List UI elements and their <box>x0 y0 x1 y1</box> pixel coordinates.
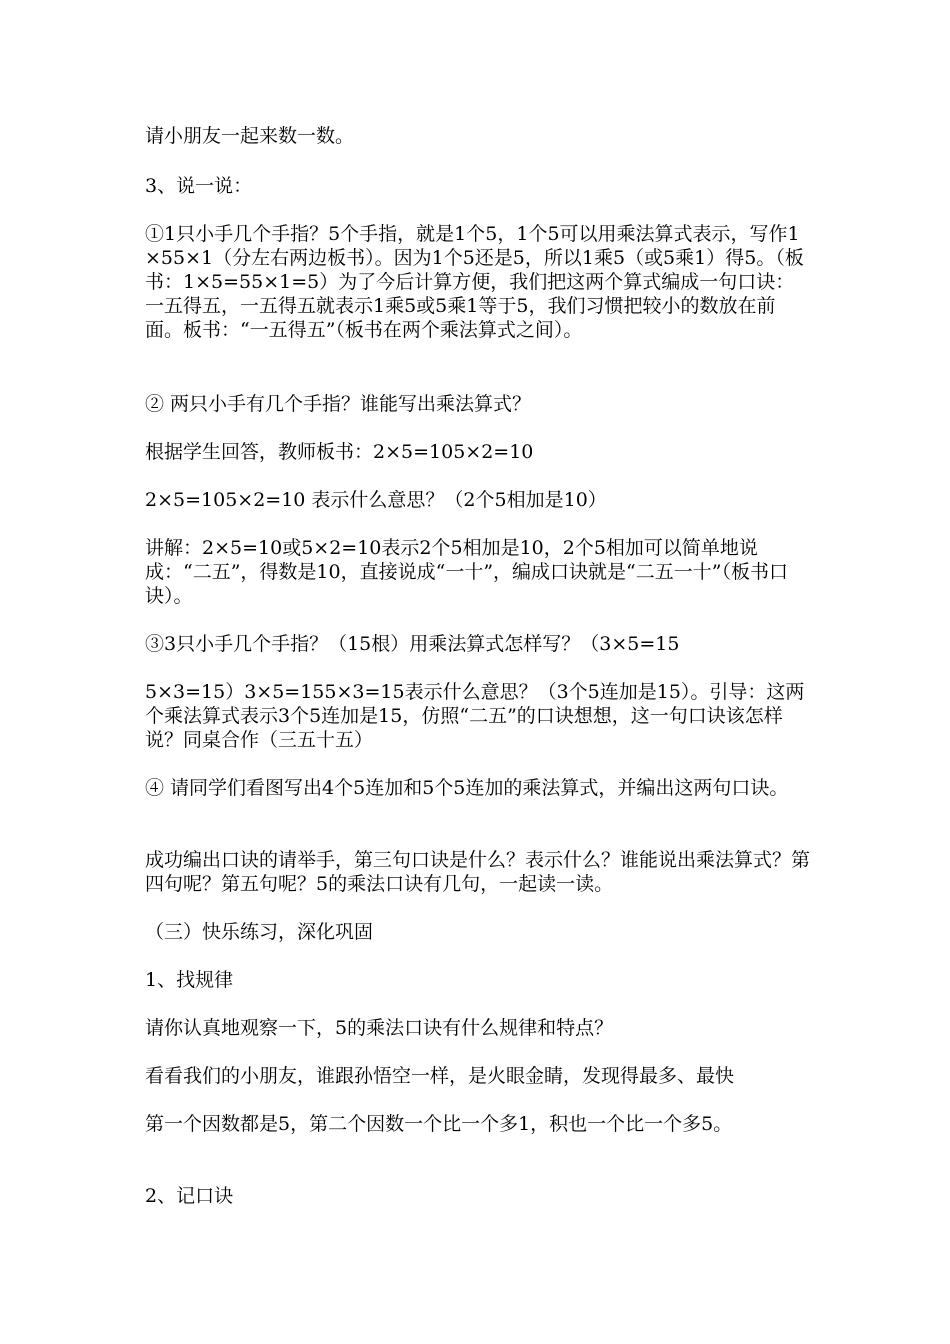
paragraph-observe: 请你认真地观察一下，5的乘法口诀有什么规律和特点？ <box>145 1017 614 1039</box>
heading-memorize: 2、记口诀 <box>145 1185 234 1207</box>
paragraph-board-2: 根据学生回答，教师板书：2×5=105×2=10 <box>145 441 534 463</box>
paragraph-step-1: ①1只小手几个手指？5个手指，就是1个5，1个5可以用乘法算式表示，写作1×55×1（分左右两边板书）。因为1个5还是5，所以1乘5（或5乘1）得5。（板书：1×5=55×1=5）为了今后计算方便，我们把这两个算式编成一句口诀：一五得五，一五得五就表示1乘5或5乘1等于5，我们习惯把较小的数放在前面。板书：“一五得五”（板书在两个乘法算式之间）。 <box>145 223 804 341</box>
paragraph-meaning-2: 2×5=105×2=10 表示什么意思？（2个5相加是10） <box>145 489 607 511</box>
paragraph-step-3-question: ③3只小手几个手指？（15根）用乘法算式怎样写？（3×5=15 <box>145 633 680 655</box>
section-heading-practice: （三）快乐练习，深化巩固 <box>145 921 374 943</box>
paragraph-pattern-answer: 第一个因数都是5，第二个因数一个比一个多1，积也一个比一个多5。 <box>145 1113 733 1135</box>
paragraph-step-2-question: ② 两只小手有几个手指？谁能写出乘法算式？ <box>145 393 532 415</box>
paragraph-step-4: ④ 请同学们看图写出4个5连加和5个5连加的乘法算式，并编出这两句口诀。 <box>145 777 789 799</box>
heading-find-pattern: 1、找规律 <box>145 969 234 991</box>
paragraph-sharp-eyes: 看看我们的小朋友，谁跟孙悟空一样，是火眼金睛，发现得最多、最快 <box>145 1065 735 1087</box>
heading-say: 3、说一说： <box>145 175 253 197</box>
paragraph-intro: 请小朋友一起来数一数。 <box>145 125 355 147</box>
paragraph-step-3-guide: 5×3=15）3×5=155×3=15表示什么意思？（3个5连加是15）。引导：这两个乘法算式表示3个5连加是15，仿照“二五”的口诀想想，这一句口诀该怎样说？同桌合作（三五十五） <box>145 681 805 751</box>
paragraph-explain-2: 讲解：2×5=10或5×2=10表示2个5相加是10，2个5相加可以简单地说成：“二五”，得数是10，直接说成“一十”，编成口诀就是“二五一十”（板书口诀）。 <box>145 537 788 607</box>
paragraph-summary: 成功编出口诀的请举手，第三句口诀是什么？表示什么？谁能说出乘法算式？第四句呢？第五句呢？5的乘法口诀有几句，一起读一读。 <box>145 849 811 895</box>
